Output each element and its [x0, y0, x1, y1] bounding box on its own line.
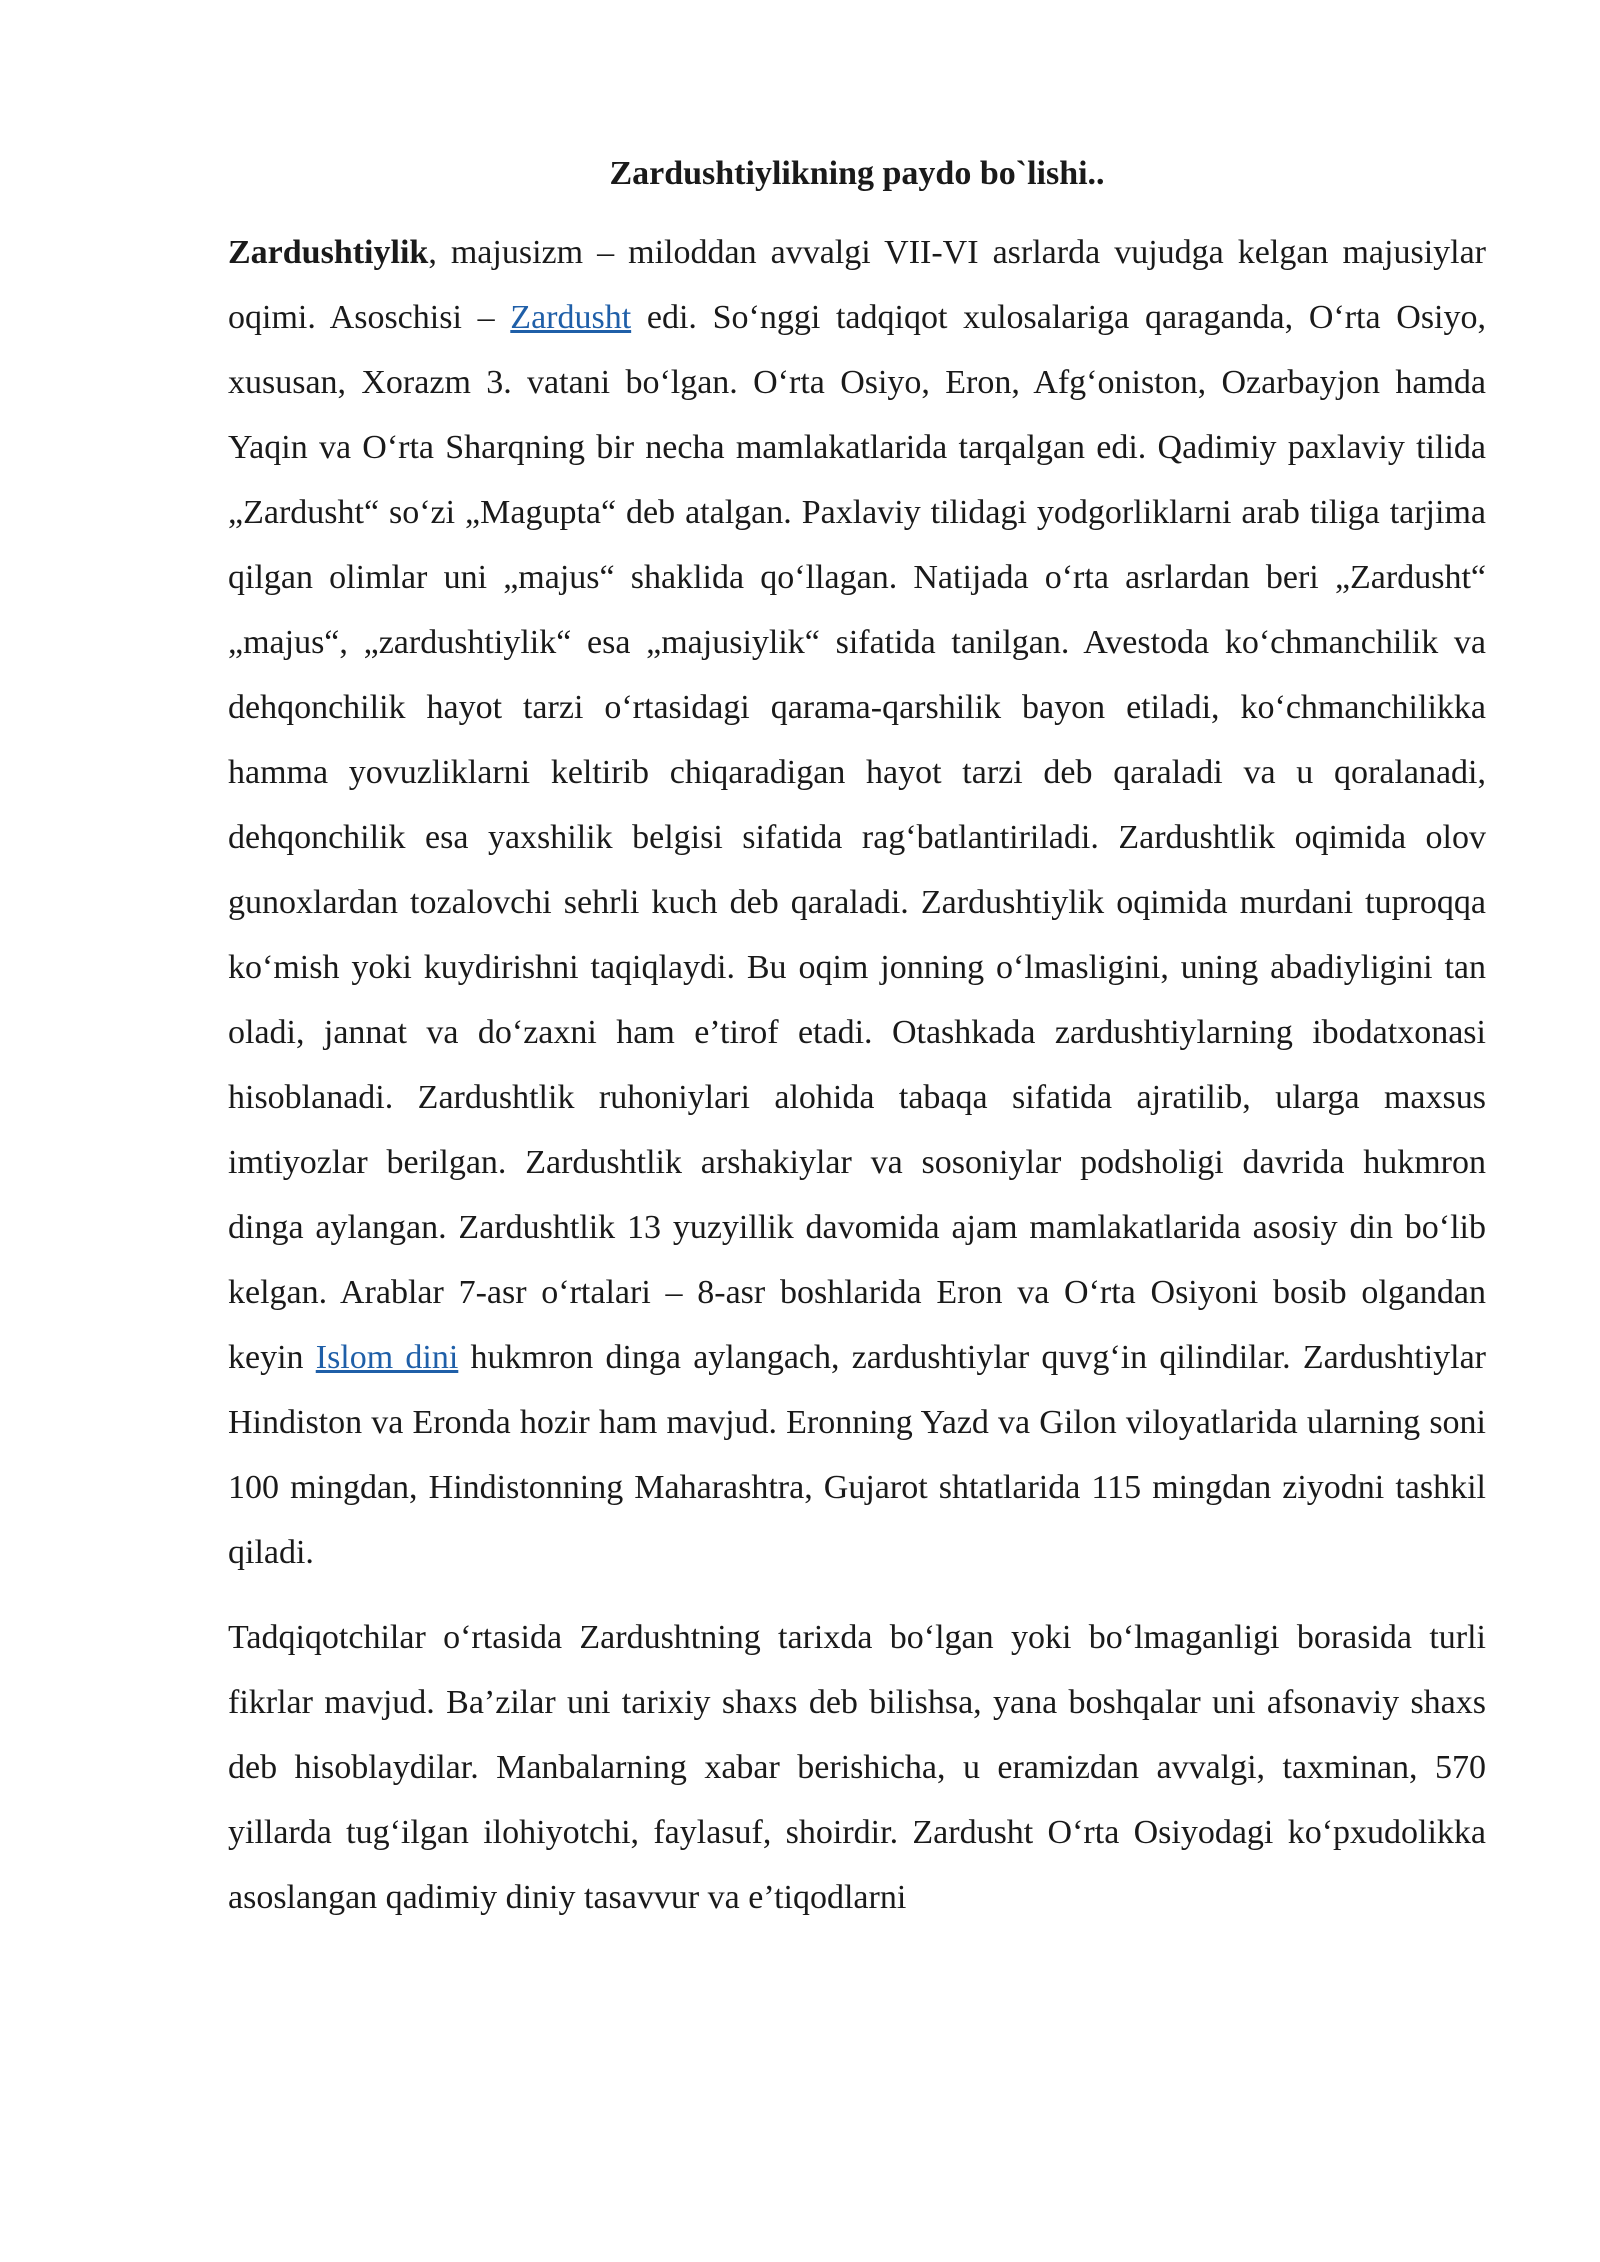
link-zardusht[interactable]: Zardusht: [510, 299, 632, 336]
document-page: [228, 148, 1486, 1950]
document-title: Zardushtiylikning paydo bo`lishi..: [609, 155, 1105, 192]
term-zardushtiylik: Zardushtiylik: [228, 234, 429, 271]
paragraph-2: Tadqiqotchilar o‘rtasida Zardushtning tarixda bo‘lgan yoki bo‘lmaganligi borasida turli fikrlar mavjud. Ba’zilar uni tarixiy shaxs deb bilishsa, yana boshqalar uni afsonaviy shaxs deb hisoblaydilar. Manbalarning xabar berishicha, u eramizdan avvalgi, taxminan, 570 yillarda tug‘ilgan ilohiyotchi, faylasuf, shoirdir. Zardusht O‘rta Osiyodagi ko‘pxudolikka asoslangan qadimiy diniy tasavvur va e’tiqodlarni: [228, 1619, 1486, 1916]
paragraph-1-text-b: edi. So‘nggi tadqiqot xulosalariga qaraganda, O‘rta Osiyo, xususan, Xorazm 3. vatani bo‘lgan. O‘rta Osiyo, Eron, Afg‘oniston, Ozarbayjon hamda Yaqin va O‘rta Sharqning bir necha mamlakatlarida tarqalgan edi. Qadimiy paxlaviy tilida „Zardusht“ so‘zi „Magupta“ deb atalgan. Paxlaviy tilidagi yodgorliklarni arab tiliga tarjima qilgan olimlar uni „majus“ shaklida qo‘llagan. Natijada o‘rta asrlardan beri „Zardusht“ „majus“, „zardushtiylik“ esa „majusiylik“ sifatida tanilgan. Avestoda ko‘chmanchilik va dehqonchilik hayot tarzi o‘rtasidagi qarama-qarshilik bayon etiladi, ko‘chmanchilikka hamma yovuzliklarni keltirib chiqaradigan hayot tarzi deb qaraladi va u qoralanadi, dehqonchilik esa yaxshilik belgisi sifatida rag‘batlantiriladi. Zardushtlik oqimida olov gunoxlardan tozalovchi sehrli kuch deb qaraladi. Zardushtiylik oqimida murdani tuproqqa ko‘mish yoki kuydirishni taqiqlaydi. Bu oqim jonning o‘lmasligini, uning abadiyligini tan oladi, jannat va do‘zaxni ham e’tirof etadi. Otashkada zardushtiylarning ibodatxonasi hisoblanadi. Zardushtlik ruhoniylari alohida tabaqa sifatida ajratilib, ularga maxsus imtiyozlar berilgan. Zardushtlik arshakiylar va sosoniylar podsholigi davrida hukmron dinga aylangan. Zardushtlik 13 yuzyillik davomida ajam mamlakatlarida asosiy din bo‘lib kelgan. Arablar 7-asr o‘rtalari – 8-asr boshlarida Eron va O‘rta Osiyoni bosib olgandan keyin: [228, 299, 1486, 1376]
paragraph-1: [228, 220, 1486, 1585]
paragraph-1-text-a: , majusizm – miloddan avvalgi VII-VI asrlarda vujudga kelgan majusiylar oqimi. Asoschisi –: [228, 234, 1486, 336]
paragraph-1-text-c: hukmron dinga aylangach, zardushtiylar quvg‘in qilindilar. Zardushtiylar Hindiston va Eronda hozir ham mavjud. Eronning Yazd va Gilon viloyatlarida ularning soni 100 mingdan, Hindistonning Maharashtra, Gujarot shtatlarida 115 mingdan ziyodni tashkil qiladi.: [228, 1339, 1486, 1571]
link-islom-dini[interactable]: Islom dini: [315, 1339, 459, 1376]
